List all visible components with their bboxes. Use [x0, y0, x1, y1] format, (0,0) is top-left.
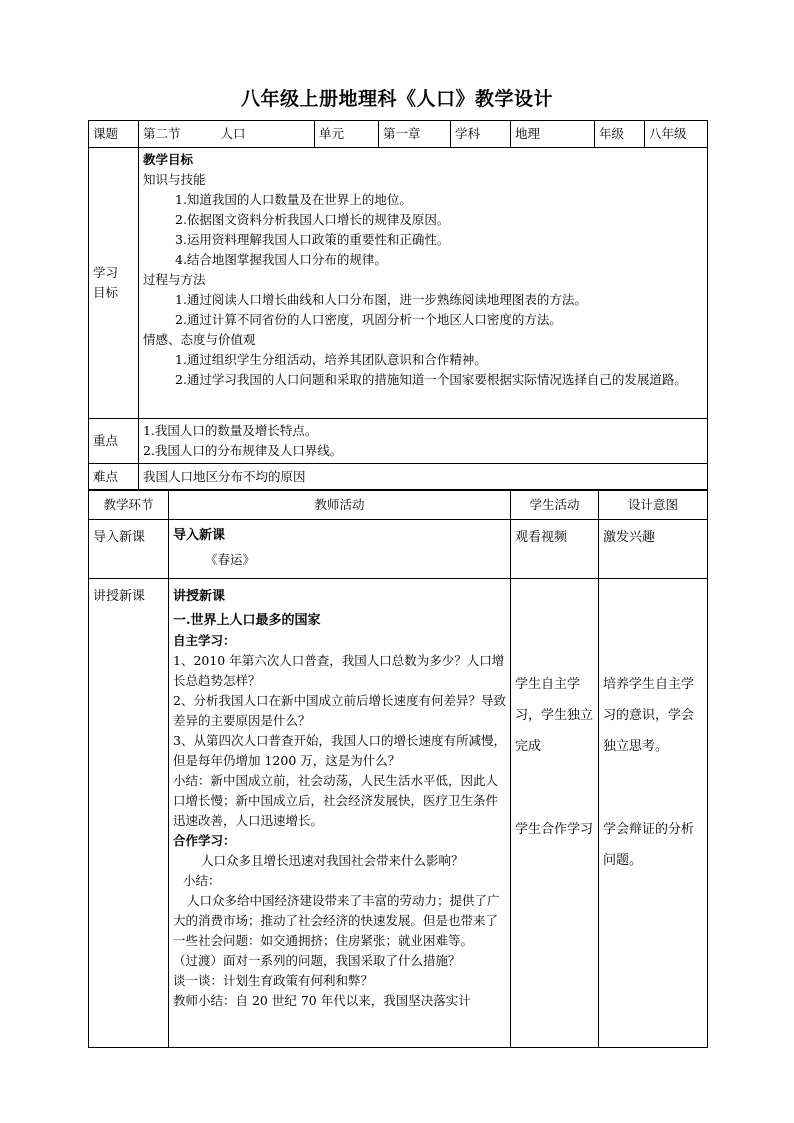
emotion-heading: 情感、态度与价值观 — [143, 332, 256, 347]
summary-2-label: 小结： — [183, 873, 221, 888]
header-student: 学生活动 — [511, 490, 599, 520]
difficulty-label: 难点 — [89, 464, 139, 491]
process-heading: 过程与方法 — [143, 272, 206, 287]
teach-heading: 讲授新课 — [173, 589, 226, 604]
teach-teacher — [169, 579, 511, 1048]
teach-student — [511, 579, 599, 1048]
coop-label: 合作学习： — [173, 833, 236, 848]
question-2: 2、分析我国人口在新中国成立前后增长速度有何差异？导致差异的主要原因是什么？ — [173, 693, 506, 728]
key-points-row — [89, 419, 708, 464]
teach-row — [89, 579, 708, 1048]
process-item: 2.通过计算不同省份的人口密度，巩固分析一个地区人口密度的方法。 — [175, 312, 562, 327]
teacher-summary: 教师小结：自 20 世纪 70 年代以来，我国坚决落实计 — [173, 993, 471, 1008]
intent-2: 学会辩证的分析问题。 — [603, 822, 695, 868]
question-1: 1、2010 年第六次人口普查，我国人口总数为多少？人口增长总趋势怎样？ — [173, 653, 505, 688]
lesson-label: 课题 — [89, 121, 139, 148]
intro-heading: 导入新课 — [173, 528, 226, 543]
objectives-label-line1: 学习 — [93, 265, 119, 280]
header-intent: 设计意图 — [599, 490, 708, 520]
knowledge-item: 1.知道我国的人口数量及在世界上的地位。 — [175, 192, 412, 207]
intro-stage: 导入新课 — [89, 520, 169, 579]
key-point-item: 1.我国人口的数量及增长特点。 — [143, 423, 318, 438]
intro-student: 观看视频 — [511, 520, 599, 579]
intent-1: 培养学生自主学习的意识，学会独立思考。 — [603, 677, 695, 754]
objectives-content — [139, 148, 708, 419]
unit-value: 第一章 — [379, 121, 451, 148]
summary-1: 小结：新中国成立前，社会动荡，人民生活水平低，因此人口增长慢；新中国成立后，社会经济发展快，医疗卫生条件迅速改善，人口迅速增长。 — [173, 773, 499, 828]
key-point-item: 2.我国人口的分布规律及人口界线。 — [143, 443, 343, 458]
knowledge-heading: 知识与技能 — [143, 172, 206, 187]
section-title: 一.世界上人口最多的国家 — [173, 613, 321, 628]
key-points-content — [139, 419, 708, 464]
teach-stage: 讲授新课 — [89, 579, 169, 1048]
subject-value: 地理 — [511, 121, 595, 148]
unit-label: 单元 — [315, 121, 379, 148]
intro-intent: 激发兴趣 — [599, 520, 708, 579]
header-stage: 教学环节 — [89, 490, 169, 520]
self-study-label: 自主学习： — [173, 633, 236, 648]
intro-row — [89, 520, 708, 579]
grade-label: 年级 — [595, 121, 645, 148]
knowledge-item: 2.依据图文资料分析我国人口增长的规律及原因。 — [175, 212, 450, 227]
discuss-text: 谈一谈：计划生育政策有何利和弊？ — [173, 973, 374, 988]
intro-teacher — [169, 520, 511, 579]
intro-content: 《春运》 — [205, 552, 256, 567]
emotion-item: 2.通过学习我国的人口问题和采取的措施知道一个国家要根据实际情况选择自己的发展道路。 — [175, 372, 687, 387]
info-row — [89, 121, 708, 148]
teaching-process-table — [88, 489, 708, 1048]
header-teacher: 教师活动 — [169, 490, 511, 520]
document-title: 八年级上册地理科《人口》教学设计 — [240, 88, 553, 110]
student-activity-2: 学生合作学习 — [515, 822, 594, 837]
lesson-section: 第二节 — [143, 126, 181, 141]
difficulty-row — [89, 464, 708, 491]
difficulty-content: 我国人口地区分布不均的原因 — [139, 464, 708, 491]
objectives-label — [89, 148, 139, 419]
knowledge-item: 3.运用资料理解我国人口政策的重要性和正确性。 — [175, 232, 450, 247]
objectives-heading: 教学目标 — [143, 152, 194, 167]
objectives-label-line2: 目标 — [93, 285, 119, 300]
transition-text: （过渡）面对一系列的问题，我国采取了什么措施？ — [173, 953, 461, 968]
lesson-value — [139, 121, 315, 148]
summary-2: 人口众多给中国经济建设带来了丰富的劳动力；提供了广大的消费市场；推动了社会经济的快速发展。但是也带来了一些社会问题：如交通拥挤；住房紧张；就业困难等。 — [173, 893, 500, 948]
question-3: 3、从第四次人口普查开始，我国人口的增长速度有所减慢，但是每年仍增加 1200 万，这是为什么？ — [173, 733, 506, 768]
teach-intent — [599, 579, 708, 1048]
student-activity-1: 学生自主学习，学生独立完成 — [515, 677, 594, 754]
emotion-item: 1.通过组织学生分组活动，培养其团队意识和合作精神。 — [175, 352, 487, 367]
coop-question: 人口众多且增长迅速对我国社会带来什么影响？ — [201, 853, 464, 868]
objectives-row — [89, 148, 708, 419]
process-header-row — [89, 490, 708, 520]
subject-label: 学科 — [451, 121, 511, 148]
key-points-label: 重点 — [89, 419, 139, 464]
lesson-name: 人口 — [220, 126, 246, 141]
process-item: 1.通过阅读人口增长曲线和人口分布图，进一步熟练阅读地理图表的方法。 — [175, 292, 587, 307]
knowledge-item: 4.结合地图掌握我国人口分布的规律。 — [175, 252, 387, 267]
lesson-info-table — [88, 120, 708, 491]
grade-value: 八年级 — [645, 121, 708, 148]
